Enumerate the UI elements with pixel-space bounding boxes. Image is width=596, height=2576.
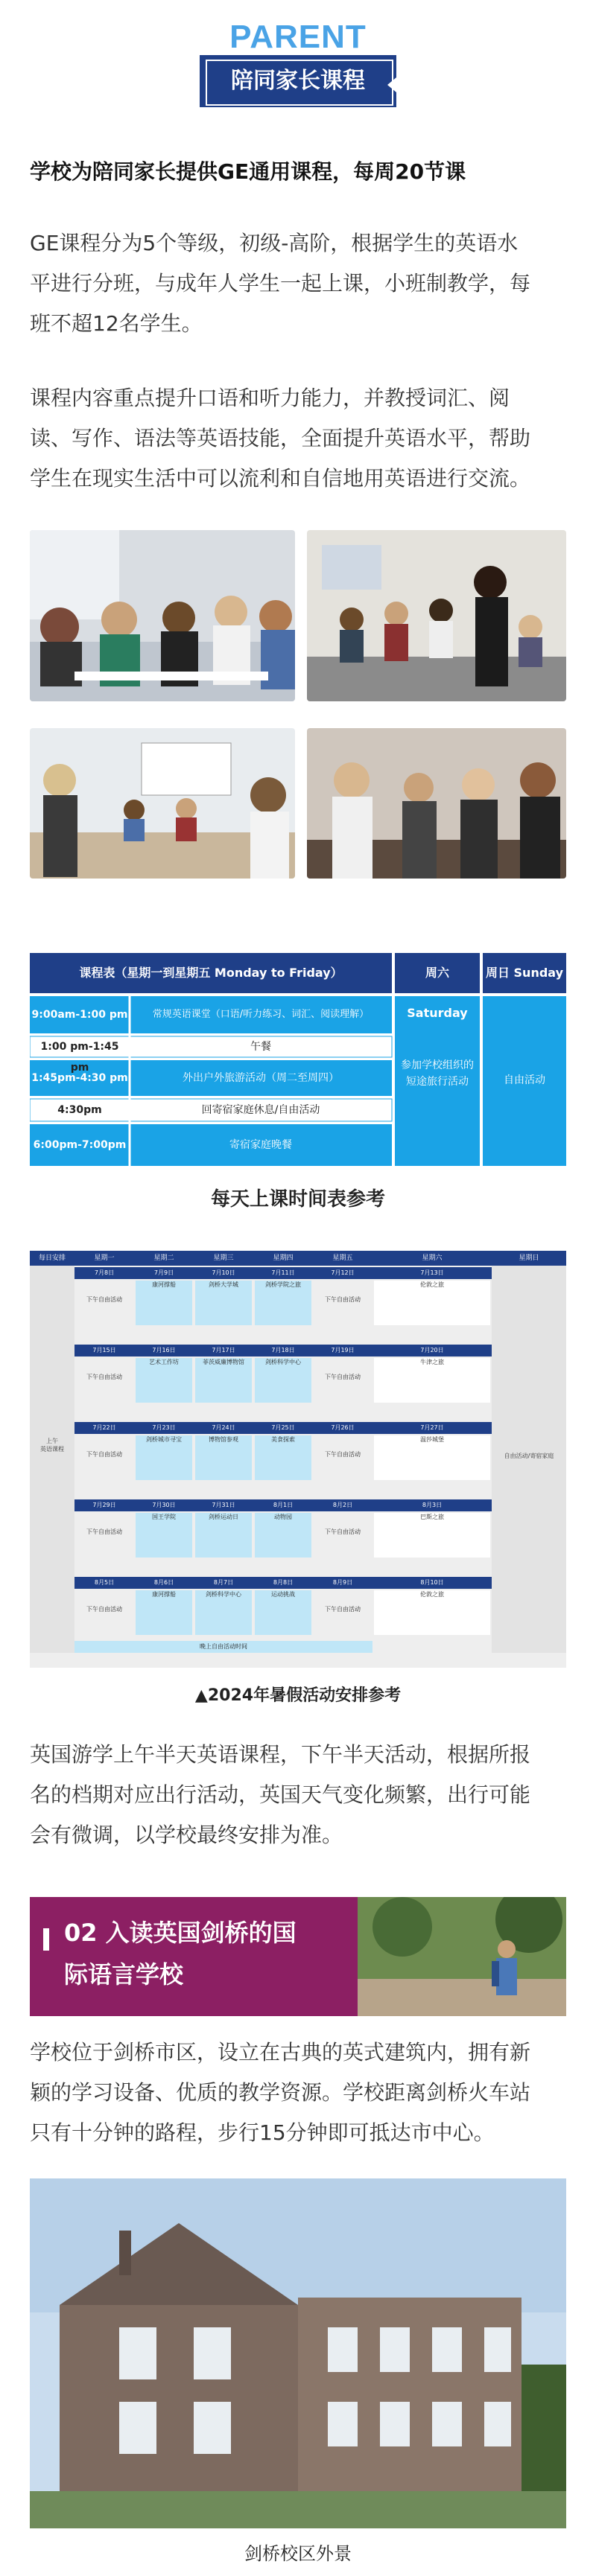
w4-date-4: 8月1日 [273,1502,294,1508]
w1-date-5: 7月12日 [331,1269,355,1276]
w3-date-2: 7月23日 [152,1424,176,1431]
badge-notch-right [387,77,396,92]
classroom-photo-1 [30,530,295,701]
w2-date-3: 7月17日 [212,1347,235,1354]
tt-time-1: 9:00am-1:00 pm [31,1009,128,1021]
w4-date-1: 7月29日 [92,1502,116,1508]
w4-date-6: 8月3日 [422,1502,443,1508]
w3-date-1: 7月22日 [92,1424,116,1431]
header-en-title: PARENT [229,19,367,55]
w4-act-3: 剑桥运动日 [195,1513,252,1558]
w5-date-2: 8月6日 [153,1579,174,1586]
summer-left-label: 上午 英语课程 [40,1438,64,1453]
note-paragraph: 英国游学上午半天英语课程，下午半天活动，根据所报 名的档期对应出行活动，英国天气变化频繁，出行可能 会有微调，以学校最终安排为准。 [30,1742,531,1847]
w4-act-5: 下午自由活动 [325,1528,361,1535]
w1-act-5: 下午自由活动 [325,1296,361,1303]
tt-sun-text: 自由活动 [504,1074,545,1086]
w4-date-5: 8月2日 [332,1502,353,1508]
w2-date-5: 7月19日 [331,1347,355,1354]
col-header-1: 星期一 [94,1254,115,1262]
w2-date-2: 7月16日 [152,1347,176,1354]
w2-date-6: 7月20日 [420,1347,444,1354]
w3-date-3: 7月24日 [212,1424,235,1431]
w1-act-2: 康河撑船 [136,1281,192,1325]
summer-footer: 晚上自由活动时间 [200,1643,247,1650]
w4-date-2: 7月30日 [152,1502,176,1508]
intro-para2: 课程内容重点提升口语和听力能力，并教授词汇、阅 读、写作、语法等英语技能，全面提升英语水平，帮助 学生在现实生活中可以流利和自信地用英语进行交流。 [30,386,531,491]
w5-act-4: 运动挑战 [255,1590,311,1635]
tt-header-sat: 周六 Saturday [407,966,468,1020]
w1-date-1: 7月8日 [94,1269,115,1276]
w5-act-5: 下午自由活动 [325,1606,361,1613]
w3-date-5: 7月26日 [331,1424,355,1431]
w1-act-3: 剑桥大学城 [195,1281,252,1325]
w2-act-6: 牛津之旅 [374,1358,490,1403]
tt-activity-4: 回寄宿家庭休息/自由活动 [201,1104,320,1116]
tt-activity-3: 外出户外旅游活动（周二至周四） [183,1072,339,1084]
w1-act-6: 伦敦之旅 [374,1281,490,1325]
w2-act-5: 下午自由活动 [325,1374,361,1380]
w1-date-4: 7月11日 [271,1269,295,1276]
w2-act-1: 下午自由活动 [86,1374,122,1380]
tt-time-4: 4:30pm [57,1104,102,1116]
w3-act-4: 美食探索 [255,1435,311,1480]
col-header-3: 星期三 [213,1254,234,1262]
col-header-4: 星期四 [273,1254,294,1262]
col-header-7: 星期日 [519,1254,539,1262]
col-header-0: 每日安排 [38,1254,66,1262]
col-header-5: 星期五 [332,1254,353,1262]
w1-act-1: 下午自由活动 [86,1296,122,1303]
w5-date-5: 8月9日 [332,1579,353,1586]
w3-act-1: 下午自由活动 [86,1451,122,1458]
header-cn-title: 陪同家长课程 [231,68,365,94]
w1-date-2: 7月9日 [153,1269,174,1276]
w4-act-4: 动物园 [255,1513,311,1558]
w4-date-3: 7月31日 [212,1502,235,1508]
tt-time-5: 6:00pm-7:00pm [33,1139,127,1151]
w5-date-4: 8月8日 [273,1579,294,1586]
badge-border [206,60,393,106]
col-header-6: 星期六 [422,1254,443,1262]
w1-act-4: 剑桥学院之旅 [255,1281,311,1325]
col-header-2: 星期二 [153,1254,174,1262]
tt-time-3: 1:45pm-4:30 pm [31,1072,128,1084]
w5-act-2: 康河撑船 [136,1590,192,1635]
intro-para1: GE课程分为5个等级，初级-高阶，根据学生的英语水 平进行分班，与成年人学生一起上课，小班制教学，每 班不超12名学生。 [30,231,531,336]
section2-body: 学校位于剑桥市区，设立在古典的英式建筑内，拥有新 颖的学习设备、优质的教学资源。学校距离剑桥火车站 只有十分钟的路程，步行15分钟即可抵达市中心。 [30,2040,531,2145]
w3-date-6: 7月27日 [420,1424,444,1431]
summer-caption: ▲2024年暑假活动安排参考 [194,1686,402,1705]
summer-sun-label: 自由活动/寄宿家庭 [504,1453,554,1459]
w2-act-4: 剑桥科学中心 [255,1358,311,1403]
tt-activity-1: 常规英语课堂（口语/听力练习、词汇、阅读理解） [152,1009,370,1020]
summer-schedule-table [30,1251,566,1668]
w1-date-3: 7月10日 [212,1269,235,1276]
campus-photo-caption: 剑桥校区外景 [244,2543,352,2564]
w3-act-5: 下午自由活动 [325,1451,361,1458]
w4-act-1: 下午自由活动 [86,1528,122,1535]
intro-lead: 学校为陪同家长提供GE通用课程，每周20节课 [30,159,466,184]
w4-act-2: 国王学院 [136,1513,192,1558]
tt-header-sun: 周日 Sunday [485,966,564,980]
classroom-photo-2 [307,530,566,701]
w3-act-6: 温莎城堡 [374,1435,490,1480]
classroom-photo-3 [30,728,295,879]
w3-act-3: 博物馆参观 [195,1435,252,1480]
w4-act-6: 巴斯之旅 [374,1513,490,1558]
w5-date-6: 8月10日 [420,1579,444,1586]
w5-act-3: 剑桥科学中心 [195,1590,252,1635]
section-title: 02 入读英国剑桥的国 际语言学校 [64,1919,297,1989]
w5-act-6: 伦敦之旅 [374,1590,490,1635]
w2-date-4: 7月18日 [271,1347,295,1354]
w5-date-1: 8月5日 [94,1579,115,1586]
section-banner-bar [43,1928,49,1951]
w2-date-1: 7月15日 [92,1347,116,1354]
tt-activity-2: 午餐 [250,1041,271,1053]
classroom-photo-4 [307,728,566,879]
w2-act-3: 菲茨威廉博物馆 [195,1358,252,1403]
timetable-caption: 每天上课时间表参考 [210,1188,385,1211]
tt-sat-text: 参加学校组织的短途旅行活动 [401,1059,474,1088]
tt-header-weekday: 课程表（星期一到星期五 Monday to Friday） [79,966,343,980]
tt-time-2: 1:00 pm-1:45 pm [40,1041,119,1074]
section-banner-photo [358,1897,566,2016]
tt-activity-5: 寄宿家庭晚餐 [229,1139,292,1151]
campus-photo [30,2178,566,2528]
w3-act-2: 剑桥城市寻宝 [136,1435,192,1480]
w2-act-2: 艺术工作坊 [136,1358,192,1403]
w5-date-3: 8月7日 [213,1579,234,1586]
w3-date-4: 7月25日 [271,1424,295,1431]
w5-act-1: 下午自由活动 [86,1606,122,1613]
w1-date-6: 7月13日 [420,1269,444,1276]
